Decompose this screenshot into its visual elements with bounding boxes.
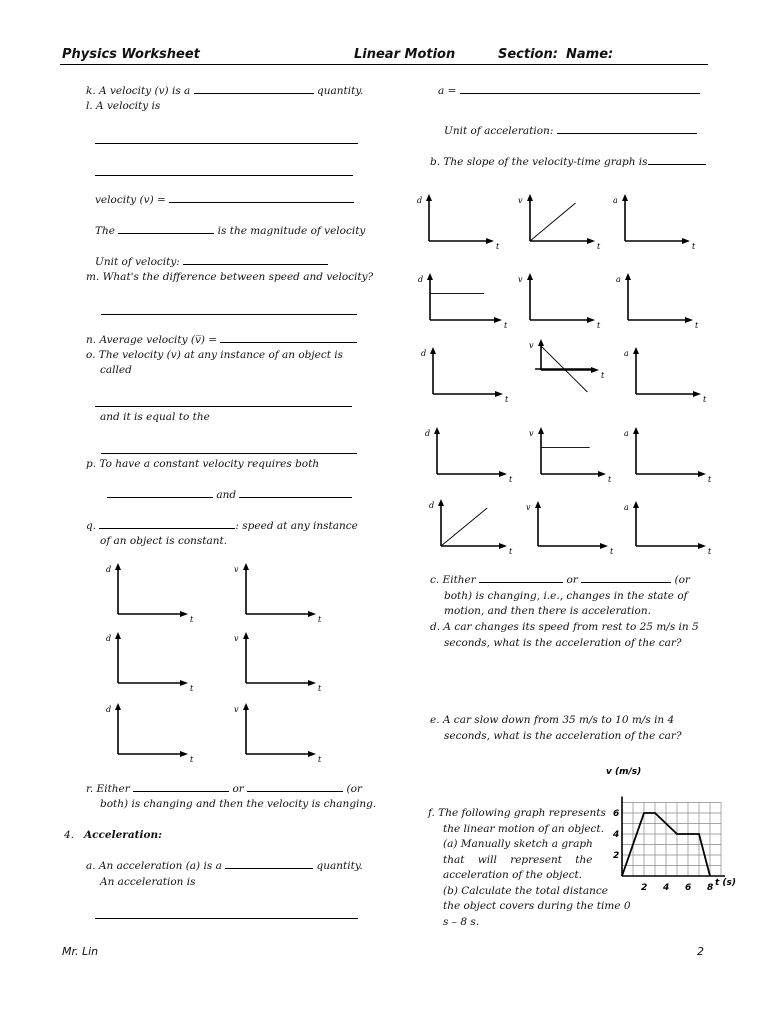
y-axis-arrow-icon	[115, 563, 121, 570]
worksheet-topic: Linear Motion	[354, 47, 456, 62]
y-axis-label: d	[106, 634, 112, 643]
footer-author: Mr. Lin	[62, 945, 99, 958]
item-f-line5: acceleration of the object.	[443, 869, 583, 881]
item-o-line2: called	[100, 364, 132, 376]
y-axis-label: v	[526, 503, 531, 512]
unit-acc-label: Unit of acceleration:	[444, 125, 554, 137]
x-axis-arrow-icon	[698, 543, 706, 549]
x-axis-label: t	[504, 321, 508, 330]
answer-line-l1[interactable]	[95, 143, 358, 144]
y-tick-label: 2	[613, 851, 620, 861]
right-graph-r2-d-svg	[418, 272, 510, 332]
item-f-line2: the linear motion of an object.	[443, 823, 604, 835]
right-graph-r3-a-svg	[624, 346, 709, 406]
blank-k[interactable]	[194, 84, 314, 94]
blank-r2[interactable]	[247, 782, 343, 792]
x-axis-label: t	[509, 547, 513, 556]
y-axis-arrow-icon	[633, 347, 639, 354]
item-b	[430, 155, 706, 169]
magnitude-text: is the magnitude of velocity	[217, 225, 366, 237]
answer-line-o2[interactable]	[101, 453, 357, 454]
right-graph-r2-a-svg	[616, 272, 701, 332]
y-axis-label: a	[624, 349, 629, 358]
x-axis-arrow-icon	[499, 471, 507, 477]
x-tick-label: 6	[685, 883, 692, 893]
speed-magnitude	[95, 224, 365, 238]
x-axis-arrow-icon	[486, 238, 494, 244]
y-axis-arrow-icon	[243, 632, 249, 639]
x-axis-label: t	[496, 242, 500, 251]
y-axis-arrow-icon	[243, 563, 249, 570]
y-axis-label: v	[234, 565, 239, 574]
y-axis-label: d	[106, 705, 112, 714]
rising-line	[441, 508, 487, 546]
y-axis-arrow-icon	[115, 703, 121, 710]
right-graph-r4-a-svg	[624, 426, 714, 486]
name-label: Name:	[566, 47, 614, 62]
blank-slope[interactable]	[648, 155, 706, 165]
blank-p2[interactable]	[239, 488, 352, 498]
item-e-line1: e. A car slow down from 35 m/s to 10 m/s in 4	[430, 714, 675, 726]
x-axis-arrow-icon	[682, 238, 690, 244]
item-n	[86, 333, 357, 347]
x-axis-label: t	[708, 475, 712, 484]
answer-line-l2[interactable]	[95, 175, 353, 176]
blank-acc-eq[interactable]	[460, 84, 700, 94]
x-axis-arrow-icon	[499, 543, 507, 549]
y-axis-arrow-icon	[538, 339, 544, 346]
x-axis-arrow-icon	[598, 471, 606, 477]
section-label: Section:	[498, 47, 558, 62]
x-axis-label: t	[318, 684, 322, 693]
x-axis-arrow-icon	[591, 367, 599, 373]
chart-y-label: v (m/s)	[606, 767, 642, 777]
item-c-line2: both) is changing, i.e., changes in the state of	[444, 590, 688, 602]
y-axis-label: a	[624, 503, 629, 512]
y-axis-label: v	[234, 705, 239, 714]
item-k	[86, 84, 363, 98]
x-axis-label: t	[708, 547, 712, 556]
x-axis-label: t	[190, 755, 194, 764]
a-acc-text: a. An acceleration (a) is a	[86, 860, 222, 872]
velocity-time-chart	[598, 760, 748, 900]
item-o-equal: and it is equal to the	[100, 411, 210, 423]
item-f-line8: s – 8 s.	[443, 916, 480, 928]
x-axis-label: t	[509, 475, 513, 484]
item-a-acc-line2: An acceleration is	[100, 876, 196, 888]
y-axis-label: a	[616, 275, 621, 284]
x-axis-label: t	[190, 684, 194, 693]
x-axis-arrow-icon	[685, 317, 693, 323]
item-f-line7: the object covers during the time 0	[443, 900, 631, 912]
acc-eq-label: a =	[438, 85, 457, 97]
x-axis-arrow-icon	[308, 611, 316, 617]
blank-c2[interactable]	[581, 573, 671, 583]
x-axis-label: t	[692, 242, 696, 251]
rising-line	[530, 203, 576, 241]
y-axis-arrow-icon	[625, 273, 631, 280]
blank-r1[interactable]	[133, 782, 229, 792]
y-tick-label: 6	[613, 809, 620, 819]
velocity-eq-label: velocity (v) =	[95, 194, 166, 206]
x-axis-label: t	[608, 475, 612, 484]
item-r-line2: both) is changing and then the velocity is changing.	[100, 798, 377, 810]
x-axis-arrow-icon	[180, 751, 188, 757]
section-4-number: 4.	[64, 829, 75, 841]
r-or: or	[232, 783, 244, 795]
right-graph-r2-v-svg	[518, 272, 603, 332]
y-axis-label: d	[417, 196, 423, 205]
y-axis-label: v	[234, 634, 239, 643]
right-graph-r1-a-svg	[613, 193, 698, 253]
y-axis-label: d	[421, 349, 427, 358]
y-axis-label: v	[518, 275, 523, 284]
y-axis-label: v	[529, 341, 534, 350]
y-axis-label: a	[613, 196, 618, 205]
item-q	[86, 519, 358, 533]
right-graph-r4-d-svg	[425, 426, 515, 486]
left-graph-5-svg	[106, 702, 196, 766]
y-axis-label: d	[429, 501, 435, 510]
item-f-line4: that will represent the	[443, 854, 593, 866]
y-axis-label: v	[529, 429, 534, 438]
x-axis-arrow-icon	[494, 317, 502, 323]
item-o-line1: o. The velocity (v) at any instance of an object is	[86, 349, 344, 361]
left-graph-3-svg	[106, 631, 196, 695]
y-axis-label: d	[418, 275, 424, 284]
item-l: l. A velocity is	[86, 100, 161, 112]
blank-magnitude[interactable]	[118, 224, 214, 234]
right-graph-r5-v-svg	[526, 500, 616, 558]
c-or: or	[566, 574, 578, 586]
header-rule	[60, 64, 708, 65]
item-m: m. What's the difference between speed and velocity?	[86, 271, 374, 283]
item-d-line2: seconds, what is the acceleration of the car?	[444, 637, 682, 649]
right-graph-r5-a-svg	[624, 500, 714, 558]
p-and: and	[216, 489, 237, 501]
x-tick-label: 2	[641, 883, 648, 893]
x-axis-arrow-icon	[495, 391, 503, 397]
y-axis-arrow-icon	[426, 194, 432, 201]
acc-equation	[438, 84, 700, 98]
r-prefix: r. Either	[86, 783, 130, 795]
x-axis-label: t	[505, 395, 509, 404]
y-axis-arrow-icon	[243, 703, 249, 710]
q-text: : speed at any instance	[235, 520, 358, 532]
blank-unit-velocity[interactable]	[183, 255, 328, 265]
the-label: The	[95, 225, 115, 237]
y-axis-arrow-icon	[430, 347, 436, 354]
unit-velocity-label: Unit of velocity:	[95, 256, 180, 268]
right-graph-r3-d-svg	[421, 346, 511, 406]
q-prefix: q.	[86, 520, 97, 532]
x-axis-label: t	[601, 371, 605, 380]
item-c-line1	[430, 573, 690, 587]
blank-acc-type[interactable]	[225, 859, 313, 869]
x-axis-label: t	[190, 615, 194, 624]
x-axis-arrow-icon	[600, 543, 608, 549]
y-tick-label: 4	[613, 830, 620, 840]
blank-velocity-eq[interactable]	[169, 193, 354, 203]
worksheet-title: Physics Worksheet	[62, 47, 200, 62]
y-axis-arrow-icon	[633, 427, 639, 434]
page-number: 2	[697, 945, 704, 958]
y-axis-arrow-icon	[434, 427, 440, 434]
item-n-text: n. Average velocity (v̅) =	[86, 334, 218, 346]
x-axis-arrow-icon	[308, 751, 316, 757]
a-acc-post: quantity.	[316, 860, 363, 872]
x-axis-label: t	[597, 242, 601, 251]
item-e-line2: seconds, what is the acceleration of the car?	[444, 730, 682, 742]
blank-q[interactable]	[99, 519, 235, 529]
item-f-line3: (a) Manually sketch a graph	[443, 838, 593, 850]
blank-unit-acc[interactable]	[557, 124, 697, 134]
x-axis-arrow-icon	[180, 611, 188, 617]
item-r	[86, 782, 362, 796]
r-post: (or	[346, 783, 362, 795]
unit-acc	[444, 124, 697, 138]
item-c-line3: motion, and then there is acceleration.	[444, 605, 651, 617]
x-tick-label: 4	[663, 883, 670, 893]
left-graph-6-svg	[234, 702, 324, 766]
blank-c1[interactable]	[479, 573, 563, 583]
x-axis-arrow-icon	[693, 391, 701, 397]
x-axis-arrow-icon	[587, 238, 595, 244]
blank-p1[interactable]	[107, 488, 213, 498]
y-axis-arrow-icon	[438, 499, 444, 506]
item-k-text: k. A velocity (v) is a	[86, 85, 191, 97]
answer-line-o1[interactable]	[95, 406, 352, 407]
item-f-line1: f. The following graph represents	[428, 807, 606, 819]
x-axis-label: t	[318, 755, 322, 764]
answer-line-acc[interactable]	[95, 918, 358, 919]
blank-average-velocity[interactable]	[220, 333, 357, 343]
velocity-equation	[95, 193, 354, 207]
x-axis-label: t	[695, 321, 699, 330]
section-4-title: Acceleration:	[84, 829, 162, 841]
item-b-text: b. The slope of the velocity-time graph is	[430, 156, 648, 168]
item-a-acc	[86, 859, 363, 873]
y-axis-arrow-icon	[538, 427, 544, 434]
right-graph-r3-v-svg	[529, 338, 607, 382]
y-axis-arrow-icon	[427, 273, 433, 280]
y-axis-label: d	[106, 565, 112, 574]
right-graph-r1-d-svg	[417, 193, 502, 253]
item-p-blanks	[107, 488, 352, 502]
left-graph-1-svg	[106, 562, 196, 626]
item-q-line2: of an object is constant.	[100, 535, 228, 547]
answer-line-m[interactable]	[101, 314, 357, 315]
right-graph-r5-d-svg	[429, 498, 515, 558]
y-axis-label: v	[518, 196, 523, 205]
y-axis-arrow-icon	[535, 501, 541, 508]
right-graph-r4-v-svg	[529, 426, 614, 486]
right-graph-r1-v-svg	[518, 193, 603, 253]
item-d-line1: d. A car changes its speed from rest to 25 m/s in 5	[430, 621, 699, 633]
item-f-line6: (b) Calculate the total distance	[443, 885, 608, 897]
y-axis-arrow-icon	[622, 194, 628, 201]
y-axis-arrow-icon	[527, 273, 533, 280]
x-axis-arrow-icon	[180, 680, 188, 686]
x-axis-label: t	[597, 321, 601, 330]
chart-x-label: t (s)	[715, 878, 737, 888]
c-prefix: c. Either	[430, 574, 476, 586]
x-axis-label: t	[610, 547, 614, 556]
item-k-post: quantity.	[317, 85, 364, 97]
y-axis-arrow-icon	[115, 632, 121, 639]
y-axis-label: d	[425, 429, 431, 438]
item-p: p. To have a constant velocity requires both	[86, 458, 320, 470]
left-graph-2-svg	[234, 562, 324, 626]
x-axis-arrow-icon	[308, 680, 316, 686]
x-axis-arrow-icon	[587, 317, 595, 323]
c-post: (or	[674, 574, 690, 586]
y-axis-arrow-icon	[633, 501, 639, 508]
y-axis-arrow-icon	[527, 194, 533, 201]
unit-velocity	[95, 255, 328, 269]
x-axis-label: t	[703, 395, 707, 404]
left-graph-4-svg	[234, 631, 324, 695]
x-tick-label: 8	[707, 883, 714, 893]
y-axis-label: a	[624, 429, 629, 438]
x-axis-arrow-icon	[698, 471, 706, 477]
x-axis-label: t	[318, 615, 322, 624]
